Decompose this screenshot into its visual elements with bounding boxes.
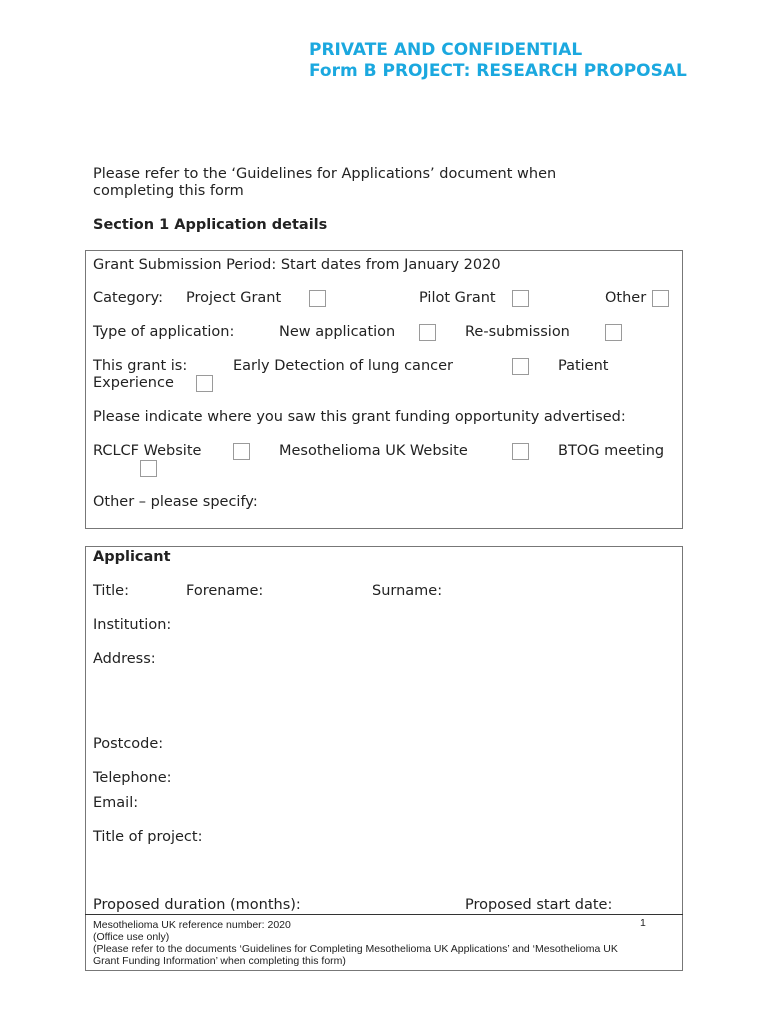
experience-label: Experience <box>93 375 174 391</box>
page-number: 1 <box>640 917 646 929</box>
patient-experience-checkbox[interactable] <box>196 375 213 392</box>
btog-meeting-label: BTOG meeting <box>558 443 665 459</box>
intro-line-2: completing this form <box>93 183 244 199</box>
application-details-box <box>85 250 683 529</box>
type-label: Type of application: <box>93 324 235 340</box>
intro-line-1: Please refer to the ‘Guidelines for Applications’ document when <box>93 166 557 182</box>
advertised-question: Please indicate where you saw this grant funding opportunity advertised: <box>93 409 626 425</box>
early-detection-checkbox[interactable] <box>512 358 529 375</box>
footer-note-line-1: (Please refer to the documents ‘Guidelines for Completing Mesothelioma UK Applications’ and ‘Mesothelioma UK <box>93 943 618 955</box>
category-label: Category: <box>93 290 164 306</box>
section-1-title: Section 1 Application details <box>93 217 328 233</box>
reference-number-text: Mesothelioma UK reference number: 2020 <box>93 919 291 931</box>
resubmission-label: Re-submission <box>465 324 570 340</box>
mesothelioma-website-checkbox[interactable] <box>512 443 529 460</box>
start-date-field-label: Proposed start date: <box>465 897 613 913</box>
grant-period-text: Grant Submission Period: Start dates from January 2020 <box>93 257 501 273</box>
new-application-checkbox[interactable] <box>419 324 436 341</box>
footer-note-line-2: Grant Funding Information’ when completing this form) <box>93 955 346 967</box>
address-field-label: Address: <box>93 651 156 667</box>
applicant-heading: Applicant <box>93 549 171 565</box>
other-category-label: Other <box>605 290 647 306</box>
grant-is-label: This grant is: <box>93 358 188 374</box>
new-application-label: New application <box>279 324 396 340</box>
footer-divider <box>85 914 683 915</box>
project-grant-label: Project Grant <box>186 290 282 306</box>
pilot-grant-checkbox[interactable] <box>512 290 529 307</box>
rclcf-website-checkbox[interactable] <box>233 443 250 460</box>
project-title-field-label: Title of project: <box>93 829 203 845</box>
institution-field-label: Institution: <box>93 617 172 633</box>
confidential-heading: PRIVATE AND CONFIDENTIAL <box>309 40 583 60</box>
other-specify-label: Other – please specify: <box>93 494 258 510</box>
pilot-grant-label: Pilot Grant <box>419 290 496 306</box>
duration-field-label: Proposed duration (months): <box>93 897 301 913</box>
form-title: Form B PROJECT: RESEARCH PROPOSAL <box>309 61 687 81</box>
title-field-label: Title: <box>93 583 129 599</box>
patient-label: Patient <box>558 358 609 374</box>
other-category-checkbox[interactable] <box>652 290 669 307</box>
mesothelioma-website-label: Mesothelioma UK Website <box>279 443 468 459</box>
telephone-field-label: Telephone: <box>93 770 172 786</box>
email-field-label: Email: <box>93 795 139 811</box>
early-detection-label: Early Detection of lung cancer <box>233 358 453 374</box>
btog-meeting-checkbox[interactable] <box>140 460 157 477</box>
forename-field-label: Forename: <box>186 583 264 599</box>
project-grant-checkbox[interactable] <box>309 290 326 307</box>
postcode-field-label: Postcode: <box>93 736 164 752</box>
rclcf-website-label: RCLCF Website <box>93 443 202 459</box>
office-use-text: (Office use only) <box>93 931 170 943</box>
surname-field-label: Surname: <box>372 583 443 599</box>
resubmission-checkbox[interactable] <box>605 324 622 341</box>
